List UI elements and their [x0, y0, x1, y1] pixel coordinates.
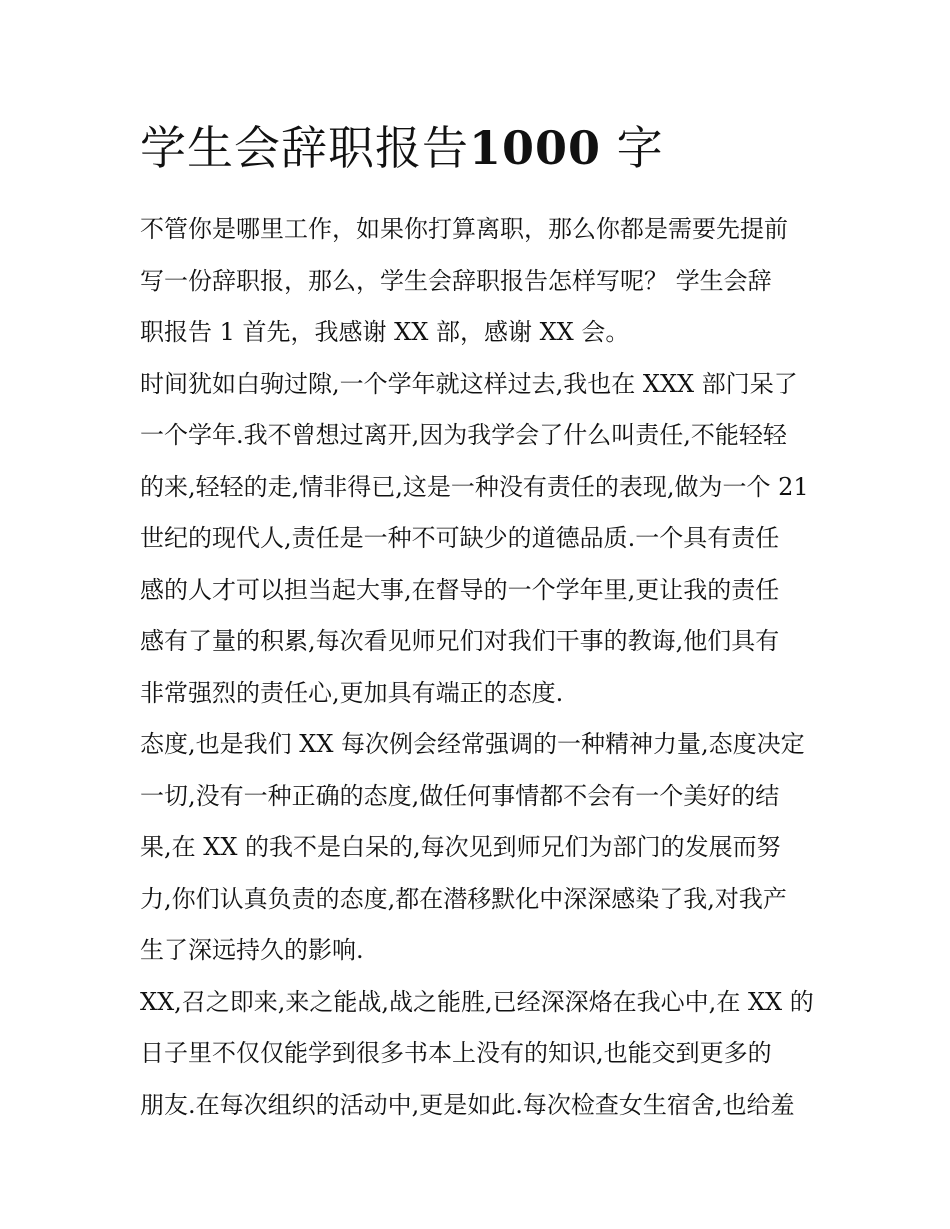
- title-number: 1000: [469, 121, 602, 175]
- text-line: 非常强烈的责任心,更加具有端正的态度.: [140, 678, 564, 707]
- text-line: 的来,轻轻的走,情非得已,这是一种没有责任的表现,做为一个 21: [140, 472, 809, 501]
- text-line: 一个学年.我不曾想过离开,因为我学会了什么叫责任,不能轻轻: [140, 421, 787, 449]
- text-line: 果,在 XX 的我不是白呆的,每次见到师兄们为部门的发展而努: [140, 833, 781, 861]
- text-line: 时间犹如白驹过隙,一个学年就这样过去,我也在 XXX 部门呆了: [140, 369, 798, 398]
- paragraph-attitude: [140, 719, 820, 977]
- document-title: [140, 112, 820, 184]
- text-line: 感的人才可以担当起大事,在督导的一个学年里,更让我的责任: [140, 575, 780, 604]
- text-line: 力,你们认真负责的态度,都在潜移默化中深深感染了我,对我产: [140, 884, 787, 913]
- text-line: 感有了量的积累,每次看见师兄们对我们干事的教诲,他们具有: [140, 627, 780, 655]
- text-line: 世纪的现代人,责任是一种不可缺少的道德品质.一个具有责任: [140, 524, 780, 552]
- title-suffix: 字: [616, 121, 664, 175]
- text-line: 写一份辞职报，那么，学生会辞职报告怎样写呢？ 学生会辞: [140, 266, 772, 295]
- paragraph-responsibility: [140, 359, 820, 720]
- text-line: XX,召之即来,来之能战,战之能胜,已经深深烙在我心中,在 XX 的: [140, 987, 814, 1016]
- paragraph-intro: [140, 204, 820, 359]
- text-line: 朋友.在每次组织的活动中,更是如此.每次检查女生宿舍,也给羞: [140, 1090, 795, 1119]
- text-line: 日子里不仅仅能学到很多书本上没有的知识,也能交到更多的: [140, 1039, 772, 1067]
- text-line: 不管你是哪里工作，如果你打算离职，那么你都是需要先提前: [140, 215, 788, 243]
- title-prefix: 学生会辞职报告: [140, 121, 469, 175]
- paragraph-department: [140, 977, 820, 1132]
- text-line: 职报告 1 首先，我感谢 XX 部，感谢 XX 会。: [140, 318, 630, 346]
- document-body: [140, 112, 820, 1131]
- text-line: 生了深远持久的影响.: [140, 936, 364, 964]
- text-line: 态度,也是我们 XX 每次例会经常强调的一种精神力量,态度决定: [140, 730, 805, 758]
- text-line: 一切,没有一种正确的态度,做任何事情都不会有一个美好的结: [140, 781, 780, 810]
